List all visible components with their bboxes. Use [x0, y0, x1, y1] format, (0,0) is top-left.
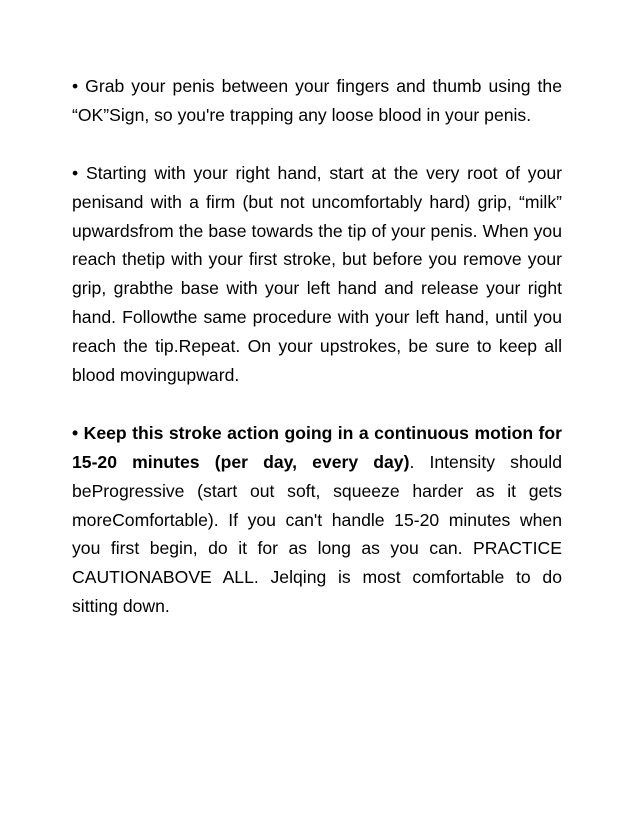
paragraph-continuous-motion — [72, 419, 562, 621]
paragraph-bold-lead: • Keep this stroke action going in a continuous motion for 15-20 minutes (per day, every day) — [72, 422, 562, 472]
paragraph-milking-stroke: • Starting with your right hand, start at the very root of your penisand with a firm (but not uncomfortably hard) grip, “milk” upwardsfrom the base towards the tip of your penis. When you reach thetip with your first stroke, but before you remove your grip, grabthe base with your left hand and release your right hand. Followthe same procedure with your left hand, until you reach the tip.Repeat. On your upstrokes, be sure to keep all blood movingupward. — [72, 162, 562, 386]
paragraph-ok-sign: • Grab your penis between your fingers and thumb using the “OK”Sign, so you're trapping any loose blood in your penis. — [72, 76, 562, 125]
document-body — [72, 72, 562, 621]
paragraph-rest: . Intensity should beProgressive (start out soft, squeeze harder as it gets moreComfortable). If you can't handle 15-20 minutes when you first begin, do it for as long as you can. PRACTICE CAUTIONABOVE ALL. Jelqing is most comfortable to do sitting down. — [72, 451, 562, 617]
